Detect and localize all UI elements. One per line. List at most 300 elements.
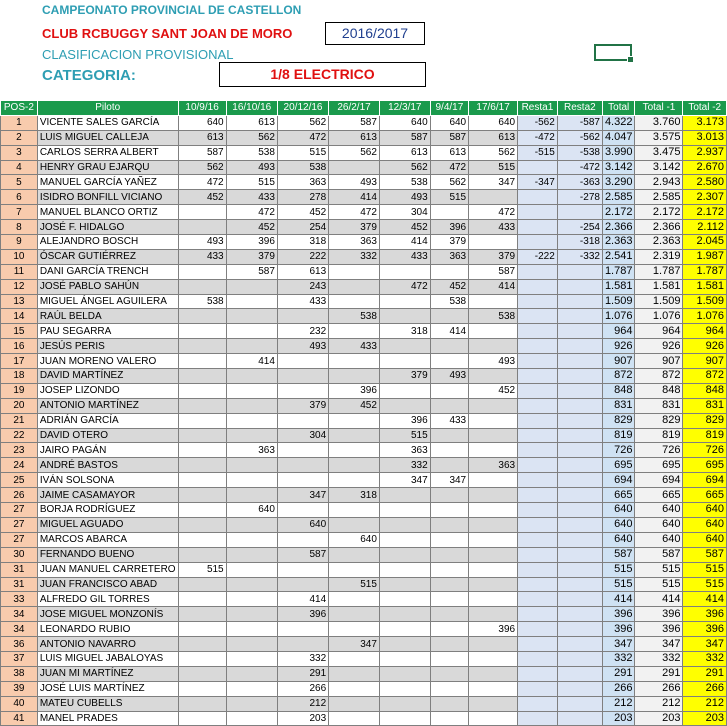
- cell-resta2[interactable]: [557, 205, 602, 220]
- cell-race-26-2-17[interactable]: [329, 294, 380, 309]
- cell-total-minus-1[interactable]: 212: [635, 696, 683, 711]
- cell-race-16-10-16[interactable]: [226, 517, 277, 532]
- cell-total-minus-2[interactable]: 831: [683, 398, 727, 413]
- cell-resta2[interactable]: [557, 592, 602, 607]
- cell-total-minus-1[interactable]: 1.076: [635, 309, 683, 324]
- cell-race-26-2-17[interactable]: [329, 413, 380, 428]
- cell-race-20-12-16[interactable]: 538: [277, 160, 328, 175]
- cell-race-16-10-16[interactable]: [226, 547, 277, 562]
- cell-race-12-3-17[interactable]: 363: [379, 443, 430, 458]
- cell-pos[interactable]: 11: [1, 264, 38, 279]
- cell-total[interactable]: 587: [602, 547, 635, 562]
- cell-race-16-10-16[interactable]: 414: [226, 354, 277, 369]
- cell-race-16-10-16[interactable]: [226, 294, 277, 309]
- cell-race-9-4-17[interactable]: 363: [430, 249, 468, 264]
- cell-race-17-6-17[interactable]: [469, 398, 518, 413]
- cell-race-16-10-16[interactable]: [226, 413, 277, 428]
- cell-total[interactable]: 212: [602, 696, 635, 711]
- cell-total-minus-1[interactable]: 829: [635, 413, 683, 428]
- cell-race-16-10-16[interactable]: [226, 666, 277, 681]
- cell-race-17-6-17[interactable]: [469, 503, 518, 518]
- cell-resta1[interactable]: [518, 324, 558, 339]
- cell-resta1[interactable]: -515: [518, 145, 558, 160]
- cell-race-26-2-17[interactable]: 538: [329, 309, 380, 324]
- cell-resta2[interactable]: [557, 443, 602, 458]
- cell-pos[interactable]: 41: [1, 711, 38, 726]
- cell-pilot[interactable]: JOSE MIGUEL MONZONÍS: [37, 607, 178, 622]
- cell-race-26-2-17[interactable]: 396: [329, 383, 380, 398]
- cell-race-12-3-17[interactable]: 515: [379, 428, 430, 443]
- cell-race-12-3-17[interactable]: 640: [379, 115, 430, 130]
- cell-race-12-3-17[interactable]: [379, 622, 430, 637]
- cell-total-minus-1[interactable]: 907: [635, 354, 683, 369]
- cell-race-17-6-17[interactable]: [469, 339, 518, 354]
- cell-race-26-2-17[interactable]: [329, 279, 380, 294]
- cell-resta2[interactable]: -254: [557, 220, 602, 235]
- cell-race-9-4-17[interactable]: [430, 488, 468, 503]
- cell-resta2[interactable]: [557, 369, 602, 384]
- cell-race-16-10-16[interactable]: [226, 681, 277, 696]
- cell-total-minus-2[interactable]: 2.112: [683, 220, 727, 235]
- cell-total[interactable]: 2.585: [602, 190, 635, 205]
- cell-race-20-12-16[interactable]: [277, 383, 328, 398]
- cell-resta2[interactable]: [557, 711, 602, 726]
- cell-total-minus-2[interactable]: 212: [683, 696, 727, 711]
- cell-race-12-3-17[interactable]: [379, 503, 430, 518]
- cell-total-minus-1[interactable]: 665: [635, 488, 683, 503]
- cell-pos[interactable]: 31: [1, 562, 38, 577]
- cell-race-12-3-17[interactable]: [379, 383, 430, 398]
- cell-resta1[interactable]: [518, 532, 558, 547]
- cell-resta2[interactable]: [557, 473, 602, 488]
- cell-race-9-4-17[interactable]: [430, 503, 468, 518]
- cell-race-9-4-17[interactable]: [430, 562, 468, 577]
- cell-resta1[interactable]: [518, 711, 558, 726]
- cell-total-minus-2[interactable]: 3.173: [683, 115, 727, 130]
- cell-race-17-6-17[interactable]: [469, 413, 518, 428]
- cell-race-12-3-17[interactable]: 538: [379, 175, 430, 190]
- cell-race-12-3-17[interactable]: [379, 711, 430, 726]
- cell-race-26-2-17[interactable]: [329, 160, 380, 175]
- cell-race-16-10-16[interactable]: [226, 637, 277, 652]
- cell-race-17-6-17[interactable]: [469, 711, 518, 726]
- cell-total-minus-2[interactable]: 926: [683, 339, 727, 354]
- cell-pilot[interactable]: FERNANDO BUENO: [37, 547, 178, 562]
- cell-total-minus-1[interactable]: 640: [635, 503, 683, 518]
- cell-race-20-12-16[interactable]: [277, 309, 328, 324]
- cell-total[interactable]: 848: [602, 383, 635, 398]
- cell-total-minus-2[interactable]: 2.580: [683, 175, 727, 190]
- cell-total-minus-1[interactable]: 848: [635, 383, 683, 398]
- cell-race-12-3-17[interactable]: 587: [379, 130, 430, 145]
- cell-race-26-2-17[interactable]: 515: [329, 577, 380, 592]
- cell-race-16-10-16[interactable]: 396: [226, 235, 277, 250]
- cell-resta1[interactable]: [518, 383, 558, 398]
- cell-race-10-9-16[interactable]: [178, 517, 226, 532]
- cell-pos[interactable]: 12: [1, 279, 38, 294]
- cell-race-17-6-17[interactable]: [469, 681, 518, 696]
- cell-pilot[interactable]: ANDRÉ BASTOS: [37, 458, 178, 473]
- cell-race-10-9-16[interactable]: [178, 592, 226, 607]
- cell-race-17-6-17[interactable]: [469, 294, 518, 309]
- cell-pilot[interactable]: ALFREDO GIL TORRES: [37, 592, 178, 607]
- cell-resta2[interactable]: [557, 309, 602, 324]
- cell-total-minus-2[interactable]: 515: [683, 562, 727, 577]
- cell-pilot[interactable]: VICENTE SALES GARCÍA: [37, 115, 178, 130]
- cell-total[interactable]: 964: [602, 324, 635, 339]
- cell-pos[interactable]: 30: [1, 547, 38, 562]
- cell-resta1[interactable]: [518, 369, 558, 384]
- season-cell[interactable]: 2016/2017: [325, 22, 425, 45]
- cell-total-minus-1[interactable]: 926: [635, 339, 683, 354]
- cell-total-minus-1[interactable]: 347: [635, 637, 683, 652]
- cell-total-minus-2[interactable]: 819: [683, 428, 727, 443]
- cell-resta2[interactable]: [557, 339, 602, 354]
- cell-pilot[interactable]: JAIRO PAGÁN: [37, 443, 178, 458]
- cell-race-20-12-16[interactable]: 291: [277, 666, 328, 681]
- column-header-race-17-6-17[interactable]: 17/6/17: [469, 101, 518, 116]
- cell-race-20-12-16[interactable]: 318: [277, 235, 328, 250]
- cell-pos[interactable]: 6: [1, 190, 38, 205]
- cell-resta2[interactable]: -472: [557, 160, 602, 175]
- cell-pos[interactable]: 27: [1, 517, 38, 532]
- cell-resta1[interactable]: [518, 577, 558, 592]
- column-header-total-minus-2[interactable]: Total -2: [683, 101, 727, 116]
- cell-resta1[interactable]: [518, 592, 558, 607]
- cell-resta1[interactable]: [518, 637, 558, 652]
- cell-race-17-6-17[interactable]: 493: [469, 354, 518, 369]
- cell-total-minus-1[interactable]: 2.319: [635, 249, 683, 264]
- cell-resta2[interactable]: [557, 354, 602, 369]
- cell-total-minus-2[interactable]: 587: [683, 547, 727, 562]
- cell-race-12-3-17[interactable]: [379, 339, 430, 354]
- cell-total[interactable]: 640: [602, 517, 635, 532]
- cell-pilot[interactable]: MIGUEL AGUADO: [37, 517, 178, 532]
- cell-race-10-9-16[interactable]: [178, 488, 226, 503]
- cell-race-9-4-17[interactable]: [430, 681, 468, 696]
- cell-race-20-12-16[interactable]: 452: [277, 205, 328, 220]
- cell-race-17-6-17[interactable]: [469, 488, 518, 503]
- cell-race-16-10-16[interactable]: [226, 607, 277, 622]
- cell-race-12-3-17[interactable]: 304: [379, 205, 430, 220]
- cell-race-12-3-17[interactable]: [379, 309, 430, 324]
- cell-race-16-10-16[interactable]: [226, 473, 277, 488]
- cell-race-26-2-17[interactable]: [329, 711, 380, 726]
- cell-total-minus-1[interactable]: 1.787: [635, 264, 683, 279]
- cell-race-10-9-16[interactable]: [178, 607, 226, 622]
- cell-resta1[interactable]: [518, 458, 558, 473]
- cell-race-9-4-17[interactable]: 452: [430, 279, 468, 294]
- cell-total-minus-1[interactable]: 332: [635, 651, 683, 666]
- cell-resta2[interactable]: [557, 503, 602, 518]
- cell-race-9-4-17[interactable]: [430, 458, 468, 473]
- cell-pos[interactable]: 31: [1, 577, 38, 592]
- cell-race-16-10-16[interactable]: [226, 488, 277, 503]
- cell-race-20-12-16[interactable]: [277, 637, 328, 652]
- cell-race-10-9-16[interactable]: [178, 324, 226, 339]
- cell-race-10-9-16[interactable]: [178, 547, 226, 562]
- cell-pos[interactable]: 33: [1, 592, 38, 607]
- cell-pilot[interactable]: PAU SEGARRA: [37, 324, 178, 339]
- cell-race-10-9-16[interactable]: [178, 428, 226, 443]
- cell-race-12-3-17[interactable]: [379, 696, 430, 711]
- cell-race-10-9-16[interactable]: [178, 398, 226, 413]
- cell-resta2[interactable]: [557, 637, 602, 652]
- cell-resta1[interactable]: [518, 205, 558, 220]
- cell-race-26-2-17[interactable]: [329, 607, 380, 622]
- cell-resta1[interactable]: [518, 473, 558, 488]
- cell-total-minus-1[interactable]: 3.760: [635, 115, 683, 130]
- cell-total-minus-1[interactable]: 587: [635, 547, 683, 562]
- cell-race-10-9-16[interactable]: 587: [178, 145, 226, 160]
- cell-total[interactable]: 291: [602, 666, 635, 681]
- cell-race-16-10-16[interactable]: 613: [226, 115, 277, 130]
- cell-race-20-12-16[interactable]: [277, 532, 328, 547]
- cell-pilot[interactable]: RAÚL BELDA: [37, 309, 178, 324]
- cell-resta1[interactable]: [518, 309, 558, 324]
- cell-race-16-10-16[interactable]: 472: [226, 205, 277, 220]
- cell-race-17-6-17[interactable]: 433: [469, 220, 518, 235]
- cell-race-12-3-17[interactable]: 379: [379, 369, 430, 384]
- cell-pos[interactable]: 18: [1, 369, 38, 384]
- cell-resta1[interactable]: [518, 190, 558, 205]
- cell-race-17-6-17[interactable]: [469, 473, 518, 488]
- cell-total-minus-1[interactable]: 726: [635, 443, 683, 458]
- column-header-race-10-9-16[interactable]: 10/9/16: [178, 101, 226, 116]
- cell-pilot[interactable]: IVÁN SOLSONA: [37, 473, 178, 488]
- cell-total-minus-2[interactable]: 695: [683, 458, 727, 473]
- cell-resta2[interactable]: -363: [557, 175, 602, 190]
- cell-race-20-12-16[interactable]: 212: [277, 696, 328, 711]
- cell-total-minus-2[interactable]: 2.307: [683, 190, 727, 205]
- cell-race-26-2-17[interactable]: 493: [329, 175, 380, 190]
- cell-race-12-3-17[interactable]: [379, 354, 430, 369]
- cell-resta2[interactable]: -332: [557, 249, 602, 264]
- cell-race-26-2-17[interactable]: [329, 458, 380, 473]
- cell-total-minus-1[interactable]: 872: [635, 369, 683, 384]
- cell-total-minus-2[interactable]: 396: [683, 622, 727, 637]
- cell-resta1[interactable]: [518, 562, 558, 577]
- cell-race-26-2-17[interactable]: [329, 696, 380, 711]
- cell-race-16-10-16[interactable]: [226, 324, 277, 339]
- cell-pilot[interactable]: MANEL PRADES: [37, 711, 178, 726]
- cell-race-12-3-17[interactable]: 493: [379, 190, 430, 205]
- cell-total[interactable]: 2.172: [602, 205, 635, 220]
- cell-race-12-3-17[interactable]: 396: [379, 413, 430, 428]
- cell-total-minus-2[interactable]: 2.172: [683, 205, 727, 220]
- cell-pos[interactable]: 27: [1, 503, 38, 518]
- cell-total[interactable]: 1.787: [602, 264, 635, 279]
- cell-pos[interactable]: 5: [1, 175, 38, 190]
- cell-race-9-4-17[interactable]: 562: [430, 175, 468, 190]
- cell-total[interactable]: 332: [602, 651, 635, 666]
- cell-pos[interactable]: 34: [1, 607, 38, 622]
- cell-race-20-12-16[interactable]: [277, 413, 328, 428]
- cell-race-9-4-17[interactable]: [430, 383, 468, 398]
- cell-race-12-3-17[interactable]: [379, 681, 430, 696]
- cell-pilot[interactable]: CARLOS SERRA ALBERT: [37, 145, 178, 160]
- cell-race-16-10-16[interactable]: [226, 398, 277, 413]
- cell-race-9-4-17[interactable]: 538: [430, 294, 468, 309]
- cell-pilot[interactable]: ÓSCAR GUTIÉRREZ: [37, 249, 178, 264]
- cell-race-16-10-16[interactable]: 363: [226, 443, 277, 458]
- cell-race-12-3-17[interactable]: [379, 637, 430, 652]
- cell-total-minus-2[interactable]: 848: [683, 383, 727, 398]
- cell-total-minus-2[interactable]: 665: [683, 488, 727, 503]
- cell-total-minus-1[interactable]: 2.172: [635, 205, 683, 220]
- cell-total-minus-2[interactable]: 332: [683, 651, 727, 666]
- cell-race-17-6-17[interactable]: 587: [469, 264, 518, 279]
- cell-race-10-9-16[interactable]: [178, 369, 226, 384]
- cell-race-12-3-17[interactable]: [379, 532, 430, 547]
- cell-race-9-4-17[interactable]: 613: [430, 145, 468, 160]
- cell-race-16-10-16[interactable]: [226, 339, 277, 354]
- cell-pos[interactable]: 3: [1, 145, 38, 160]
- cell-race-12-3-17[interactable]: 332: [379, 458, 430, 473]
- cell-resta1[interactable]: -347: [518, 175, 558, 190]
- cell-resta1[interactable]: [518, 428, 558, 443]
- cell-race-9-4-17[interactable]: [430, 547, 468, 562]
- cell-pos[interactable]: 36: [1, 637, 38, 652]
- cell-race-17-6-17[interactable]: 562: [469, 145, 518, 160]
- cell-race-10-9-16[interactable]: 640: [178, 115, 226, 130]
- cell-pilot[interactable]: ANTONIO NAVARRO: [37, 637, 178, 652]
- cell-race-26-2-17[interactable]: 347: [329, 637, 380, 652]
- cell-race-26-2-17[interactable]: 472: [329, 205, 380, 220]
- cell-total-minus-2[interactable]: 1.581: [683, 279, 727, 294]
- cell-race-26-2-17[interactable]: 363: [329, 235, 380, 250]
- cell-pilot[interactable]: MARCOS ABARCA: [37, 532, 178, 547]
- cell-race-10-9-16[interactable]: [178, 279, 226, 294]
- cell-race-10-9-16[interactable]: [178, 711, 226, 726]
- cell-total-minus-2[interactable]: 3.013: [683, 130, 727, 145]
- column-header-race-12-3-17[interactable]: 12/3/17: [379, 101, 430, 116]
- cell-resta2[interactable]: [557, 622, 602, 637]
- cell-race-17-6-17[interactable]: [469, 651, 518, 666]
- cell-race-26-2-17[interactable]: [329, 264, 380, 279]
- cell-race-20-12-16[interactable]: [277, 503, 328, 518]
- cell-pos[interactable]: 10: [1, 249, 38, 264]
- cell-total-minus-1[interactable]: 964: [635, 324, 683, 339]
- column-header-resta1[interactable]: Resta1: [518, 101, 558, 116]
- cell-total-minus-2[interactable]: 414: [683, 592, 727, 607]
- cell-race-12-3-17[interactable]: 472: [379, 279, 430, 294]
- cell-race-9-4-17[interactable]: 347: [430, 473, 468, 488]
- cell-race-10-9-16[interactable]: [178, 666, 226, 681]
- cell-race-10-9-16[interactable]: [178, 622, 226, 637]
- cell-race-16-10-16[interactable]: 515: [226, 175, 277, 190]
- cell-race-20-12-16[interactable]: 613: [277, 264, 328, 279]
- cell-race-26-2-17[interactable]: [329, 547, 380, 562]
- cell-total[interactable]: 872: [602, 369, 635, 384]
- cell-total-minus-2[interactable]: 515: [683, 577, 727, 592]
- cell-race-26-2-17[interactable]: 379: [329, 220, 380, 235]
- cell-race-10-9-16[interactable]: [178, 532, 226, 547]
- cell-race-26-2-17[interactable]: 433: [329, 339, 380, 354]
- cell-race-9-4-17[interactable]: [430, 637, 468, 652]
- cell-race-10-9-16[interactable]: [178, 503, 226, 518]
- cell-total[interactable]: 1.076: [602, 309, 635, 324]
- cell-race-9-4-17[interactable]: [430, 592, 468, 607]
- cell-total-minus-1[interactable]: 640: [635, 532, 683, 547]
- cell-pos[interactable]: 34: [1, 622, 38, 637]
- cell-total-minus-2[interactable]: 203: [683, 711, 727, 726]
- column-header-pilot[interactable]: Piloto: [37, 101, 178, 116]
- cell-race-20-12-16[interactable]: 222: [277, 249, 328, 264]
- cell-race-20-12-16[interactable]: 562: [277, 115, 328, 130]
- cell-total[interactable]: 926: [602, 339, 635, 354]
- cell-race-16-10-16[interactable]: [226, 562, 277, 577]
- cell-race-20-12-16[interactable]: 347: [277, 488, 328, 503]
- cell-race-10-9-16[interactable]: 472: [178, 175, 226, 190]
- cell-total-minus-2[interactable]: 266: [683, 681, 727, 696]
- cell-resta1[interactable]: [518, 488, 558, 503]
- cell-total-minus-1[interactable]: 414: [635, 592, 683, 607]
- cell-resta2[interactable]: [557, 458, 602, 473]
- cell-resta2[interactable]: -538: [557, 145, 602, 160]
- cell-resta2[interactable]: [557, 264, 602, 279]
- cell-race-10-9-16[interactable]: 515: [178, 562, 226, 577]
- cell-resta2[interactable]: [557, 696, 602, 711]
- cell-race-9-4-17[interactable]: 414: [430, 324, 468, 339]
- cell-total[interactable]: 4.047: [602, 130, 635, 145]
- cell-pos[interactable]: 13: [1, 294, 38, 309]
- cell-total[interactable]: 203: [602, 711, 635, 726]
- cell-resta2[interactable]: [557, 413, 602, 428]
- cell-resta2[interactable]: -562: [557, 130, 602, 145]
- cell-total[interactable]: 266: [602, 681, 635, 696]
- cell-total-minus-1[interactable]: 291: [635, 666, 683, 681]
- cell-race-17-6-17[interactable]: 379: [469, 249, 518, 264]
- cell-pos[interactable]: 4: [1, 160, 38, 175]
- cell-race-26-2-17[interactable]: 414: [329, 190, 380, 205]
- cell-race-9-4-17[interactable]: 515: [430, 190, 468, 205]
- cell-total[interactable]: 829: [602, 413, 635, 428]
- cell-pilot[interactable]: JUAN MI MARTÍNEZ: [37, 666, 178, 681]
- cell-race-9-4-17[interactable]: [430, 622, 468, 637]
- cell-race-9-4-17[interactable]: [430, 532, 468, 547]
- cell-total[interactable]: 3.990: [602, 145, 635, 160]
- column-header-total-minus-1[interactable]: Total -1: [635, 101, 683, 116]
- cell-pos[interactable]: 14: [1, 309, 38, 324]
- cell-pos[interactable]: 1: [1, 115, 38, 130]
- cell-pos[interactable]: 16: [1, 339, 38, 354]
- cell-race-9-4-17[interactable]: [430, 577, 468, 592]
- cell-race-17-6-17[interactable]: 347: [469, 175, 518, 190]
- cell-race-17-6-17[interactable]: [469, 428, 518, 443]
- cell-race-17-6-17[interactable]: [469, 637, 518, 652]
- cell-race-20-12-16[interactable]: 203: [277, 711, 328, 726]
- cell-race-17-6-17[interactable]: [469, 369, 518, 384]
- cell-race-20-12-16[interactable]: 396: [277, 607, 328, 622]
- cell-race-20-12-16[interactable]: 232: [277, 324, 328, 339]
- cell-race-10-9-16[interactable]: 433: [178, 249, 226, 264]
- cell-resta2[interactable]: [557, 428, 602, 443]
- cell-race-16-10-16[interactable]: 538: [226, 145, 277, 160]
- cell-race-9-4-17[interactable]: [430, 443, 468, 458]
- cell-resta1[interactable]: [518, 413, 558, 428]
- cell-total-minus-1[interactable]: 3.575: [635, 130, 683, 145]
- cell-race-20-12-16[interactable]: 379: [277, 398, 328, 413]
- cell-race-16-10-16[interactable]: [226, 577, 277, 592]
- cell-race-20-12-16[interactable]: [277, 458, 328, 473]
- cell-race-26-2-17[interactable]: 562: [329, 145, 380, 160]
- cell-pos[interactable]: 9: [1, 235, 38, 250]
- cell-race-26-2-17[interactable]: 587: [329, 115, 380, 130]
- cell-resta2[interactable]: [557, 681, 602, 696]
- cell-race-16-10-16[interactable]: [226, 309, 277, 324]
- cell-race-16-10-16[interactable]: 587: [226, 264, 277, 279]
